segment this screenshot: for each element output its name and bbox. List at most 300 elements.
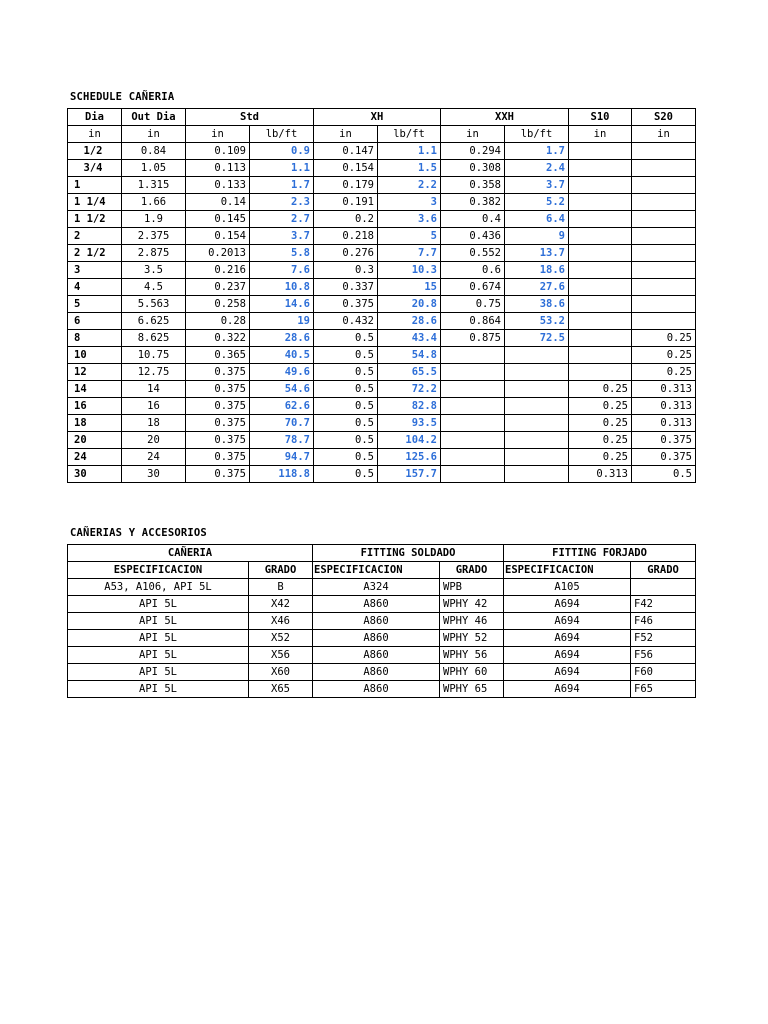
value-cell: 0.294	[441, 143, 505, 160]
dia-cell: 24	[68, 449, 122, 466]
weight-cell: 3.6	[378, 211, 441, 228]
weight-cell	[505, 432, 569, 449]
schedule-header-cell: Std	[186, 109, 314, 126]
value-cell	[441, 347, 505, 364]
dia-cell: 1 1/2	[68, 211, 122, 228]
weight-cell: 10.3	[378, 262, 441, 279]
weight-cell: 7.7	[378, 245, 441, 262]
weight-cell: 49.6	[250, 364, 314, 381]
weight-cell: 2.2	[378, 177, 441, 194]
table-row	[68, 449, 696, 466]
value-cell: 0.2	[314, 211, 378, 228]
weight-cell: 53.2	[505, 313, 569, 330]
dia-cell: 5	[68, 296, 122, 313]
weight-cell: 82.8	[378, 398, 441, 415]
schedule-units-row	[68, 126, 696, 143]
value-cell	[569, 364, 632, 381]
value-cell: 0.5	[314, 330, 378, 347]
weight-cell: 3.7	[505, 177, 569, 194]
schedule-header-cell: Out Dia	[122, 109, 186, 126]
schedule-unit-cell: in	[122, 126, 186, 143]
value-cell: 0.237	[186, 279, 250, 296]
table-row	[68, 596, 696, 613]
value-cell	[632, 177, 696, 194]
table-row	[68, 647, 696, 664]
value-cell: 0.5	[314, 415, 378, 432]
schedule-unit-cell: lb/ft	[378, 126, 441, 143]
schedule-unit-cell: in	[441, 126, 505, 143]
table-row	[68, 613, 696, 630]
canerias-cell: A694	[504, 647, 631, 664]
schedule-unit-cell: in	[186, 126, 250, 143]
canerias-cell: WPHY 56	[440, 647, 504, 664]
value-cell: 0.375	[186, 381, 250, 398]
value-cell: 0.5	[632, 466, 696, 483]
value-cell	[632, 194, 696, 211]
weight-cell: 104.2	[378, 432, 441, 449]
weight-cell: 1.7	[505, 143, 569, 160]
table-row	[68, 579, 696, 596]
schedule-table	[67, 108, 696, 483]
weight-cell: 54.8	[378, 347, 441, 364]
value-cell: 0.218	[314, 228, 378, 245]
value-cell: 0.258	[186, 296, 250, 313]
value-cell	[441, 432, 505, 449]
canerias-cell: B	[249, 579, 313, 596]
value-cell: 0.14	[186, 194, 250, 211]
value-cell: 0.113	[186, 160, 250, 177]
table-row	[68, 296, 696, 313]
canerias-cell: API 5L	[68, 630, 249, 647]
value-cell: 0.28	[186, 313, 250, 330]
value-cell: 0.25	[632, 347, 696, 364]
weight-cell	[505, 381, 569, 398]
value-cell: 0.5	[314, 432, 378, 449]
weight-cell: 3	[378, 194, 441, 211]
table-row	[68, 466, 696, 483]
value-cell	[569, 228, 632, 245]
value-cell: 0.276	[314, 245, 378, 262]
value-cell	[569, 313, 632, 330]
schedule-unit-cell: lb/ft	[505, 126, 569, 143]
value-cell: 0.133	[186, 177, 250, 194]
value-cell	[632, 160, 696, 177]
canerias-cell: F65	[631, 681, 696, 698]
value-cell: 6.625	[122, 313, 186, 330]
value-cell: 0.5	[314, 398, 378, 415]
value-cell	[441, 466, 505, 483]
value-cell	[632, 279, 696, 296]
weight-cell: 43.4	[378, 330, 441, 347]
weight-cell: 118.8	[250, 466, 314, 483]
dia-cell: 6	[68, 313, 122, 330]
value-cell: 0.25	[632, 364, 696, 381]
weight-cell: 15	[378, 279, 441, 296]
table-row	[68, 415, 696, 432]
schedule-unit-cell: in	[632, 126, 696, 143]
weight-cell: 2.4	[505, 160, 569, 177]
value-cell	[569, 347, 632, 364]
value-cell: 0.191	[314, 194, 378, 211]
weight-cell: 9	[505, 228, 569, 245]
value-cell: 0.552	[441, 245, 505, 262]
value-cell: 0.322	[186, 330, 250, 347]
canerias-cell: WPB	[440, 579, 504, 596]
value-cell: 0.5	[314, 364, 378, 381]
value-cell: 0.6	[441, 262, 505, 279]
table-row	[68, 143, 696, 160]
weight-cell	[505, 398, 569, 415]
value-cell: 0.147	[314, 143, 378, 160]
value-cell: 0.5	[314, 466, 378, 483]
canerias-cell: A694	[504, 664, 631, 681]
value-cell: 0.75	[441, 296, 505, 313]
value-cell	[632, 245, 696, 262]
value-cell: 0.308	[441, 160, 505, 177]
value-cell: 0.3	[314, 262, 378, 279]
value-cell: 18	[122, 415, 186, 432]
canerias-cell: A694	[504, 630, 631, 647]
value-cell	[441, 381, 505, 398]
canerias-cell: A694	[504, 613, 631, 630]
value-cell: 0.25	[569, 432, 632, 449]
weight-cell: 5.2	[505, 194, 569, 211]
schedule-header-cell: S20	[632, 109, 696, 126]
dia-cell: 2	[68, 228, 122, 245]
weight-cell: 54.6	[250, 381, 314, 398]
value-cell: 0.145	[186, 211, 250, 228]
value-cell: 0.313	[632, 398, 696, 415]
weight-cell: 1.1	[250, 160, 314, 177]
value-cell: 2.375	[122, 228, 186, 245]
weight-cell: 19	[250, 313, 314, 330]
table-row	[68, 245, 696, 262]
table-row	[68, 347, 696, 364]
weight-cell: 72.5	[505, 330, 569, 347]
dia-cell: 14	[68, 381, 122, 398]
weight-cell: 2.3	[250, 194, 314, 211]
canerias-cell: A860	[313, 647, 440, 664]
canerias-cell: F56	[631, 647, 696, 664]
schedule-unit-cell: in	[314, 126, 378, 143]
weight-cell: 38.6	[505, 296, 569, 313]
canerias-cell: F60	[631, 664, 696, 681]
canerias-cell: WPHY 52	[440, 630, 504, 647]
weight-cell: 28.6	[250, 330, 314, 347]
value-cell: 0.375	[186, 432, 250, 449]
value-cell: 0.2013	[186, 245, 250, 262]
schedule-header-cell: XXH	[441, 109, 569, 126]
dia-cell: 3	[68, 262, 122, 279]
value-cell: 0.4	[441, 211, 505, 228]
canerias-cell: X60	[249, 664, 313, 681]
schedule-header-row	[68, 109, 696, 126]
value-cell: 10.75	[122, 347, 186, 364]
value-cell: 0.25	[569, 415, 632, 432]
canerias-cell: WPHY 46	[440, 613, 504, 630]
weight-cell: 72.2	[378, 381, 441, 398]
schedule-header-cell: Dia	[68, 109, 122, 126]
value-cell: 0.365	[186, 347, 250, 364]
value-cell: 30	[122, 466, 186, 483]
weight-cell: 78.7	[250, 432, 314, 449]
value-cell	[441, 449, 505, 466]
weight-cell: 6.4	[505, 211, 569, 228]
dia-cell: 8	[68, 330, 122, 347]
weight-cell: 1.1	[378, 143, 441, 160]
canerias-group-row	[68, 545, 696, 562]
value-cell: 0.436	[441, 228, 505, 245]
canerias-cell: F52	[631, 630, 696, 647]
value-cell: 0.5	[314, 347, 378, 364]
table-row	[68, 228, 696, 245]
schedule-unit-cell: in	[569, 126, 632, 143]
weight-cell: 1.7	[250, 177, 314, 194]
weight-cell: 5	[378, 228, 441, 245]
value-cell: 2.875	[122, 245, 186, 262]
canerias-cell	[631, 579, 696, 596]
weight-cell: 1.5	[378, 160, 441, 177]
value-cell: 0.375	[632, 432, 696, 449]
table-row	[68, 177, 696, 194]
value-cell	[441, 364, 505, 381]
weight-cell: 65.5	[378, 364, 441, 381]
value-cell: 0.154	[186, 228, 250, 245]
value-cell: 0.337	[314, 279, 378, 296]
value-cell: 0.375	[186, 466, 250, 483]
table-row	[68, 381, 696, 398]
value-cell: 24	[122, 449, 186, 466]
canerias-table	[67, 544, 696, 698]
dia-cell: 3/4	[68, 160, 122, 177]
dia-cell: 16	[68, 398, 122, 415]
weight-cell	[505, 466, 569, 483]
value-cell: 0.179	[314, 177, 378, 194]
canerias-cell: A694	[504, 681, 631, 698]
value-cell: 0.216	[186, 262, 250, 279]
canerias-group-cell: FITTING SOLDADO	[313, 545, 504, 562]
canerias-cell: API 5L	[68, 681, 249, 698]
table-row	[68, 364, 696, 381]
value-cell	[632, 296, 696, 313]
weight-cell: 0.9	[250, 143, 314, 160]
value-cell: 0.674	[441, 279, 505, 296]
canerias-subheader-cell: ESPECIFICACION	[504, 562, 631, 579]
canerias-subheader-cell: GRADO	[249, 562, 313, 579]
canerias-subheader-cell: ESPECIFICACION	[68, 562, 249, 579]
value-cell: 0.313	[632, 381, 696, 398]
value-cell	[632, 313, 696, 330]
table-row	[68, 398, 696, 415]
value-cell: 0.375	[186, 398, 250, 415]
weight-cell: 14.6	[250, 296, 314, 313]
value-cell: 0.313	[632, 415, 696, 432]
value-cell	[569, 160, 632, 177]
canerias-cell: A860	[313, 630, 440, 647]
canerias-group-cell: CAÑERIA	[68, 545, 313, 562]
canerias-group-cell: FITTING FORJADO	[504, 545, 696, 562]
canerias-cell: API 5L	[68, 613, 249, 630]
canerias-title: CAÑERIAS Y ACCESORIOS	[70, 527, 207, 539]
value-cell: 0.375	[314, 296, 378, 313]
value-cell	[441, 415, 505, 432]
canerias-cell: API 5L	[68, 596, 249, 613]
value-cell: 8.625	[122, 330, 186, 347]
dia-cell: 1 1/4	[68, 194, 122, 211]
dia-cell: 2 1/2	[68, 245, 122, 262]
canerias-subheader-cell: GRADO	[440, 562, 504, 579]
weight-cell: 18.6	[505, 262, 569, 279]
value-cell: 0.375	[186, 449, 250, 466]
value-cell: 0.25	[632, 330, 696, 347]
value-cell: 0.375	[632, 449, 696, 466]
table-row	[68, 211, 696, 228]
value-cell: 0.375	[186, 364, 250, 381]
schedule-header-cell: XH	[314, 109, 441, 126]
table-row	[68, 313, 696, 330]
table-row	[68, 630, 696, 647]
value-cell: 1.9	[122, 211, 186, 228]
weight-cell: 27.6	[505, 279, 569, 296]
dia-cell: 4	[68, 279, 122, 296]
weight-cell: 125.6	[378, 449, 441, 466]
value-cell: 14	[122, 381, 186, 398]
weight-cell: 2.7	[250, 211, 314, 228]
table-row	[68, 664, 696, 681]
canerias-cell: F42	[631, 596, 696, 613]
schedule-unit-cell: lb/ft	[250, 126, 314, 143]
value-cell: 0.84	[122, 143, 186, 160]
value-cell: 20	[122, 432, 186, 449]
weight-cell: 3.7	[250, 228, 314, 245]
canerias-cell: F46	[631, 613, 696, 630]
value-cell	[632, 262, 696, 279]
table-row	[68, 160, 696, 177]
value-cell: 0.25	[569, 381, 632, 398]
canerias-subheader-row	[68, 562, 696, 579]
weight-cell: 94.7	[250, 449, 314, 466]
value-cell: 0.109	[186, 143, 250, 160]
value-cell	[569, 245, 632, 262]
canerias-cell: X56	[249, 647, 313, 664]
schedule-header-cell: S10	[569, 109, 632, 126]
dia-cell: 20	[68, 432, 122, 449]
dia-cell: 10	[68, 347, 122, 364]
value-cell: 0.5	[314, 449, 378, 466]
table-row	[68, 279, 696, 296]
canerias-cell: X46	[249, 613, 313, 630]
canerias-cell: WPHY 65	[440, 681, 504, 698]
value-cell: 1.05	[122, 160, 186, 177]
value-cell: 0.25	[569, 449, 632, 466]
value-cell: 0.375	[186, 415, 250, 432]
canerias-cell: X65	[249, 681, 313, 698]
weight-cell: 40.5	[250, 347, 314, 364]
value-cell: 0.358	[441, 177, 505, 194]
weight-cell: 93.5	[378, 415, 441, 432]
value-cell	[569, 296, 632, 313]
weight-cell	[505, 449, 569, 466]
dia-cell: 1	[68, 177, 122, 194]
value-cell	[632, 211, 696, 228]
weight-cell: 28.6	[378, 313, 441, 330]
value-cell: 0.432	[314, 313, 378, 330]
canerias-cell: A324	[313, 579, 440, 596]
value-cell: 16	[122, 398, 186, 415]
table-row	[68, 432, 696, 449]
value-cell: 0.875	[441, 330, 505, 347]
canerias-cell: A860	[313, 664, 440, 681]
canerias-cell: A105	[504, 579, 631, 596]
weight-cell: 20.8	[378, 296, 441, 313]
value-cell: 0.313	[569, 466, 632, 483]
canerias-cell: WPHY 42	[440, 596, 504, 613]
canerias-cell: X52	[249, 630, 313, 647]
canerias-cell: API 5L	[68, 647, 249, 664]
dia-cell: 1/2	[68, 143, 122, 160]
canerias-subheader-cell: GRADO	[631, 562, 696, 579]
value-cell: 1.315	[122, 177, 186, 194]
value-cell	[569, 262, 632, 279]
value-cell: 4.5	[122, 279, 186, 296]
dia-cell: 12	[68, 364, 122, 381]
value-cell	[569, 279, 632, 296]
value-cell	[569, 330, 632, 347]
value-cell: 12.75	[122, 364, 186, 381]
weight-cell	[505, 347, 569, 364]
schedule-unit-cell: in	[68, 126, 122, 143]
value-cell: 1.66	[122, 194, 186, 211]
value-cell	[632, 228, 696, 245]
weight-cell: 62.6	[250, 398, 314, 415]
value-cell: 5.563	[122, 296, 186, 313]
value-cell	[569, 143, 632, 160]
value-cell	[441, 398, 505, 415]
canerias-cell: A53, A106, API 5L	[68, 579, 249, 596]
canerias-cell: A860	[313, 681, 440, 698]
value-cell	[569, 211, 632, 228]
weight-cell: 5.8	[250, 245, 314, 262]
canerias-cell: API 5L	[68, 664, 249, 681]
schedule-title: SCHEDULE CAÑERIA	[70, 91, 175, 103]
weight-cell	[505, 415, 569, 432]
weight-cell: 13.7	[505, 245, 569, 262]
weight-cell: 10.8	[250, 279, 314, 296]
weight-cell	[505, 364, 569, 381]
canerias-cell: WPHY 60	[440, 664, 504, 681]
value-cell: 0.25	[569, 398, 632, 415]
table-row	[68, 681, 696, 698]
canerias-cell: A860	[313, 613, 440, 630]
table-row	[68, 194, 696, 211]
weight-cell: 157.7	[378, 466, 441, 483]
value-cell: 0.5	[314, 381, 378, 398]
dia-cell: 18	[68, 415, 122, 432]
weight-cell: 7.6	[250, 262, 314, 279]
value-cell	[569, 194, 632, 211]
value-cell	[632, 143, 696, 160]
value-cell: 0.382	[441, 194, 505, 211]
value-cell: 0.154	[314, 160, 378, 177]
value-cell: 3.5	[122, 262, 186, 279]
canerias-cell: X42	[249, 596, 313, 613]
table-row	[68, 330, 696, 347]
value-cell	[569, 177, 632, 194]
table-row	[68, 262, 696, 279]
dia-cell: 30	[68, 466, 122, 483]
canerias-cell: A694	[504, 596, 631, 613]
value-cell: 0.864	[441, 313, 505, 330]
